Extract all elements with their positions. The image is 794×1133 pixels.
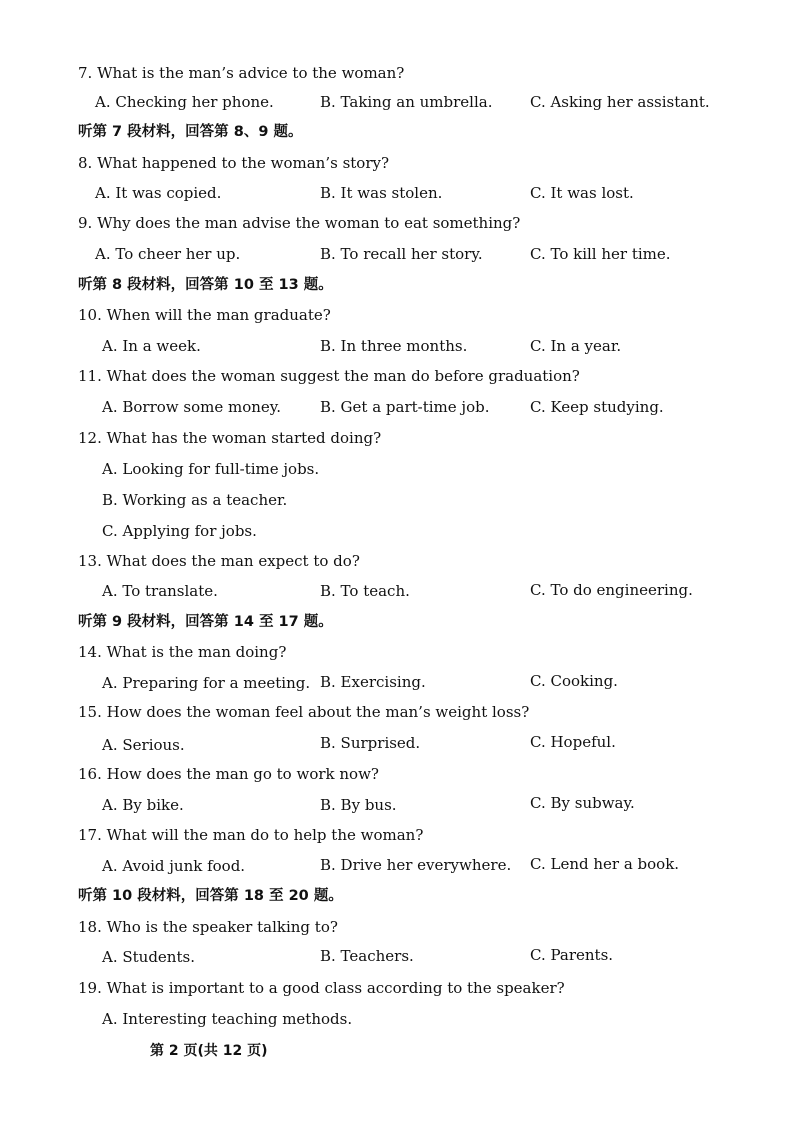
question-14: 14. What is the man doing? bbox=[78, 643, 287, 661]
option-10a: A. In a week. bbox=[102, 337, 201, 355]
option-18a: A. Students. bbox=[102, 948, 195, 966]
option-9a: A. To cheer her up. bbox=[95, 245, 241, 263]
option-8b: B. It was stolen. bbox=[320, 184, 443, 202]
option-17b: B. Drive her everywhere. bbox=[320, 856, 512, 874]
option-13a: A. To translate. bbox=[102, 582, 218, 600]
section-heading-10: 听第 10 段材料，回答第 18 至 20 题。 bbox=[78, 888, 343, 904]
option-11c: C. Keep studying. bbox=[530, 398, 664, 416]
question-11: 11. What does the woman suggest the man do before graduation? bbox=[78, 367, 580, 385]
option-9c: C. To kill her time. bbox=[530, 245, 671, 263]
option-15b: B. Surprised. bbox=[320, 734, 421, 752]
question-18: 18. Who is the speaker talking to? bbox=[78, 918, 338, 936]
option-8a: A. It was copied. bbox=[95, 184, 222, 202]
option-7c: C. Asking her assistant. bbox=[530, 93, 710, 111]
question-15: 15. How does the woman feel about the man’s weight loss? bbox=[78, 703, 530, 721]
option-11b: B. Get a part-time job. bbox=[320, 398, 490, 416]
option-12a: A. Looking for full-time jobs. bbox=[102, 460, 320, 478]
section-heading-8: 听第 8 段材料，回答第 10 至 13 题。 bbox=[78, 277, 333, 293]
option-10c: C. In a year. bbox=[530, 337, 622, 355]
page-footer: 第 2 页(共 12 页) bbox=[150, 1043, 268, 1059]
option-18b: B. Teachers. bbox=[320, 947, 414, 965]
option-14c: C. Cooking. bbox=[530, 672, 618, 690]
section-heading-9: 听第 9 段材料，回答第 14 至 17 题。 bbox=[78, 614, 333, 630]
option-16c: C. By subway. bbox=[530, 794, 635, 812]
question-19: 19. What is important to a good class according to the speaker? bbox=[78, 979, 565, 997]
option-12b: B. Working as a teacher. bbox=[102, 491, 288, 509]
option-7b: B. Taking an umbrella. bbox=[320, 93, 493, 111]
option-16b: B. By bus. bbox=[320, 796, 397, 814]
question-12: 12. What has the woman started doing? bbox=[78, 429, 382, 447]
option-17a: A. Avoid junk food. bbox=[102, 857, 246, 875]
option-15a: A. Serious. bbox=[102, 736, 185, 754]
option-15c: C. Hopeful. bbox=[530, 733, 616, 751]
option-7a: A. Checking her phone. bbox=[95, 93, 274, 111]
option-19a: A. Interesting teaching methods. bbox=[102, 1010, 353, 1028]
option-10b: B. In three months. bbox=[320, 337, 468, 355]
option-12c: C. Applying for jobs. bbox=[102, 522, 257, 540]
option-18c: C. Parents. bbox=[530, 946, 614, 964]
question-17: 17. What will the man do to help the woman? bbox=[78, 826, 424, 844]
option-13b: B. To teach. bbox=[320, 582, 410, 600]
question-8: 8. What happened to the woman’s story? bbox=[78, 154, 390, 172]
option-14b: B. Exercising. bbox=[320, 673, 426, 691]
option-16a: A. By bike. bbox=[102, 796, 184, 814]
question-9: 9. Why does the man advise the woman to eat something? bbox=[78, 214, 521, 232]
option-14a: A. Preparing for a meeting. bbox=[102, 674, 311, 692]
section-heading-7: 听第 7 段材料，回答第 8、9 题。 bbox=[78, 124, 303, 140]
option-9b: B. To recall her story. bbox=[320, 245, 483, 263]
question-13: 13. What does the man expect to do? bbox=[78, 552, 360, 570]
question-10: 10. When will the man graduate? bbox=[78, 306, 331, 324]
option-17c: C. Lend her a book. bbox=[530, 855, 680, 873]
option-11a: A. Borrow some money. bbox=[102, 398, 282, 416]
question-7: 7. What is the man’s advice to the woman? bbox=[78, 64, 405, 82]
option-8c: C. It was lost. bbox=[530, 184, 634, 202]
option-13c: C. To do engineering. bbox=[530, 581, 693, 599]
question-16: 16. How does the man go to work now? bbox=[78, 765, 379, 783]
